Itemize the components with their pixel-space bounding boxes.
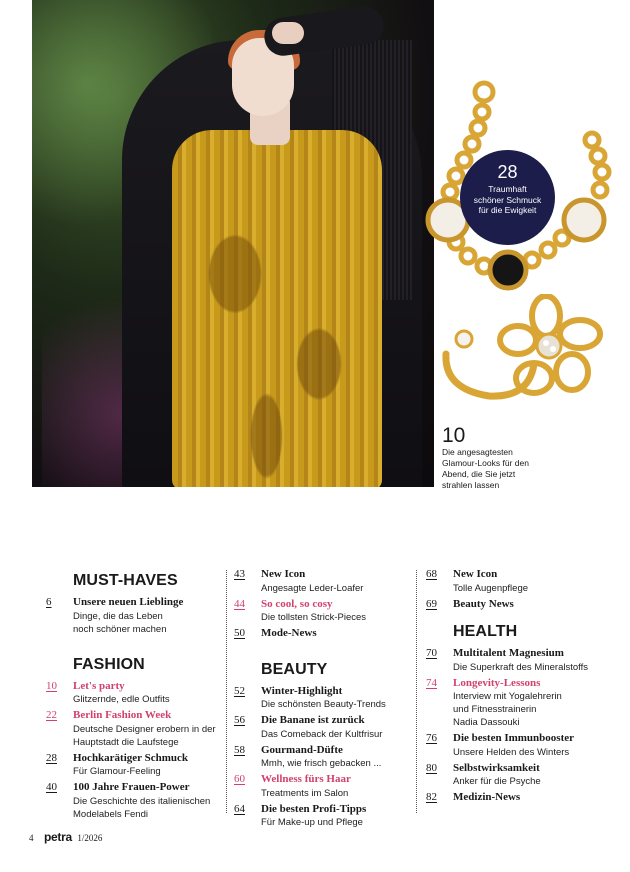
toc-entry-title: Unsere neuen Lieblinge xyxy=(73,596,184,608)
toc-entry-description: Unsere Helden des Winters xyxy=(453,746,570,758)
toc-page-number: 74 xyxy=(426,676,437,689)
toc-entry[interactable] xyxy=(234,744,414,771)
toc-page-number: 6 xyxy=(46,596,52,608)
section-heading-fashion: FASHION xyxy=(73,655,145,673)
toc-entry-title: Berlin Fashion Week xyxy=(73,709,172,721)
toc-entry-description: Die Geschichte des italienischen xyxy=(73,795,211,807)
toc-entry-title: New Icon xyxy=(261,568,306,580)
toc-entry[interactable] xyxy=(46,680,226,707)
toc-entry-description: Für Make-up und Pflege xyxy=(261,817,363,828)
toc-entry-title: Let's party xyxy=(73,679,125,692)
toc-entry-title: Selbstwirksamkeit xyxy=(453,761,540,774)
toc-entry-description: Deutsche Designer erobern in der xyxy=(73,723,216,735)
column-divider xyxy=(416,570,417,813)
toc-entry[interactable] xyxy=(234,803,414,830)
magazine-logo: petra xyxy=(44,830,72,844)
toc-entry[interactable] xyxy=(234,627,414,641)
toc-page-number: 64 xyxy=(234,802,245,815)
toc-page-number: 50 xyxy=(234,627,245,639)
toc-entry-title: So cool, so cosy xyxy=(261,597,333,610)
toc-entry-title: Die Banane ist zurück xyxy=(261,714,365,726)
section-heading-must-haves: MUST-HAVES xyxy=(73,572,178,589)
toc-entry[interactable] xyxy=(46,781,226,821)
toc-entry[interactable] xyxy=(234,568,414,595)
toc-page-number: 56 xyxy=(234,714,245,726)
toc-page-number: 80 xyxy=(426,761,437,774)
toc-page-number: 22 xyxy=(46,709,57,721)
toc-page-number: 44 xyxy=(234,597,245,610)
toc-entry-description: Hauptstadt die Laufstege xyxy=(73,736,179,748)
toc-entry[interactable] xyxy=(426,791,616,805)
toc-entry[interactable] xyxy=(234,685,414,712)
toc-entry-description: Das Comeback der Kultfrisur xyxy=(261,728,383,740)
issue-number: 1/2026 xyxy=(77,833,103,843)
model-hand xyxy=(272,22,304,44)
toc-entry-description: Die schönsten Beauty-Trends xyxy=(261,699,386,710)
toc-page-number: 40 xyxy=(46,781,57,793)
toc-entry-description: Die tollsten Strick-Pieces xyxy=(261,612,367,623)
section-heading-beauty: BEAUTY xyxy=(261,660,328,678)
toc-page-number: 28 xyxy=(46,751,57,764)
caption-line: Abend, die Sie jetzt xyxy=(442,469,516,479)
caption-line: Die angesagtesten xyxy=(442,447,513,457)
toc-entry[interactable] xyxy=(46,596,226,636)
toc-entry[interactable] xyxy=(46,709,226,749)
badge-line: schöner Schmuck xyxy=(473,194,542,205)
toc-entry-title: New Icon xyxy=(453,568,498,580)
toc-column-3 xyxy=(426,568,616,808)
toc-entry[interactable] xyxy=(426,568,616,595)
toc-entry[interactable] xyxy=(234,598,414,625)
toc-entry-description: Modelabels Fendi xyxy=(73,808,148,820)
section-heading-health: HEALTH xyxy=(453,623,518,640)
toc-entry-description: Mmh, wie frisch gebacken ... xyxy=(261,758,382,769)
toc-entry-title: Longevity-Lessons xyxy=(453,676,541,689)
toc-entry[interactable] xyxy=(426,732,616,759)
toc-entry-description: Glitzernde, edle Outfits xyxy=(73,694,170,705)
toc-page-number: 76 xyxy=(426,732,437,744)
toc-entry-title: Winter-Highlight xyxy=(261,684,343,697)
yellow-dress xyxy=(172,130,382,487)
column-divider xyxy=(226,570,227,813)
toc-page-number: 58 xyxy=(234,743,245,756)
toc-entry[interactable] xyxy=(426,647,616,674)
toc-entry-description: und Fitnesstrainerin xyxy=(453,704,537,715)
toc-column-1 xyxy=(46,568,226,824)
toc-column-2 xyxy=(234,568,414,832)
toc-page-number: 52 xyxy=(234,684,245,697)
caption-line: Glamour-Looks für den xyxy=(442,458,529,468)
toc-entry-title: Gourmand-Düfte xyxy=(261,743,343,756)
toc-entry-description: Dinge, die das Leben xyxy=(73,610,163,622)
hero-photo xyxy=(32,0,434,487)
toc-entry-title: Wellness fürs Haar xyxy=(261,773,351,785)
toc-entry-description: Nadia Dassouki xyxy=(453,717,520,728)
page-footer xyxy=(29,830,102,844)
toc-entry[interactable] xyxy=(46,752,226,779)
toc-page-number: 82 xyxy=(426,791,437,803)
toc-entry-description: Anker für die Psyche xyxy=(453,776,541,787)
toc-page-number: 70 xyxy=(426,647,437,659)
toc-entry-title: Medizin-News xyxy=(453,791,521,803)
toc-entry[interactable] xyxy=(426,598,616,612)
caption-line: strahlen lassen xyxy=(442,480,500,490)
toc-entry-title: Die besten Profi-Tipps xyxy=(261,802,367,815)
toc-entry-description: Die Superkraft des Mineralstoffs xyxy=(453,661,588,673)
caption-number: 10 xyxy=(442,424,466,447)
page-number: 4 xyxy=(29,833,34,843)
toc-page-number: 68 xyxy=(426,568,437,580)
toc-entry-title: Multitalent Magnesium xyxy=(453,647,564,659)
toc-entry[interactable] xyxy=(426,762,616,789)
toc-entry-title: Beauty News xyxy=(453,597,514,610)
toc-entry[interactable] xyxy=(234,714,414,741)
toc-page-number: 43 xyxy=(234,568,245,580)
toc-entry-description: Tolle Augenpflege xyxy=(453,582,529,594)
toc-page-number: 69 xyxy=(426,597,437,610)
toc-page-number: 60 xyxy=(234,773,245,785)
flower-ring-image xyxy=(434,294,604,414)
toc-entry-title: Hochkarätiger Schmuck xyxy=(73,751,188,764)
toc-entry-description: Für Glamour-Feeling xyxy=(73,766,161,777)
toc-entry-description: Treatments im Salon xyxy=(261,787,349,799)
toc-entry-title: Die besten Immunbooster xyxy=(453,732,574,744)
toc-page-number: 10 xyxy=(46,679,57,692)
hero-badge xyxy=(460,150,555,245)
toc-entry-description: noch schöner machen xyxy=(73,623,167,635)
toc-entry-description: Angesagte Leder-Loafer xyxy=(261,582,364,594)
badge-line: Traumhaft xyxy=(488,184,527,194)
photo-caption xyxy=(442,425,552,491)
toc-entry[interactable] xyxy=(426,677,616,730)
toc-entry[interactable] xyxy=(234,773,414,800)
toc-entry-title: 100 Jahre Frauen-Power xyxy=(73,781,190,793)
badge-line: für die Ewigkeit xyxy=(478,205,537,215)
badge-number: 28 xyxy=(497,162,518,182)
toc-entry-description: Interview mit Yogalehrerin xyxy=(453,691,562,702)
toc-entry-title: Mode-News xyxy=(261,627,317,639)
